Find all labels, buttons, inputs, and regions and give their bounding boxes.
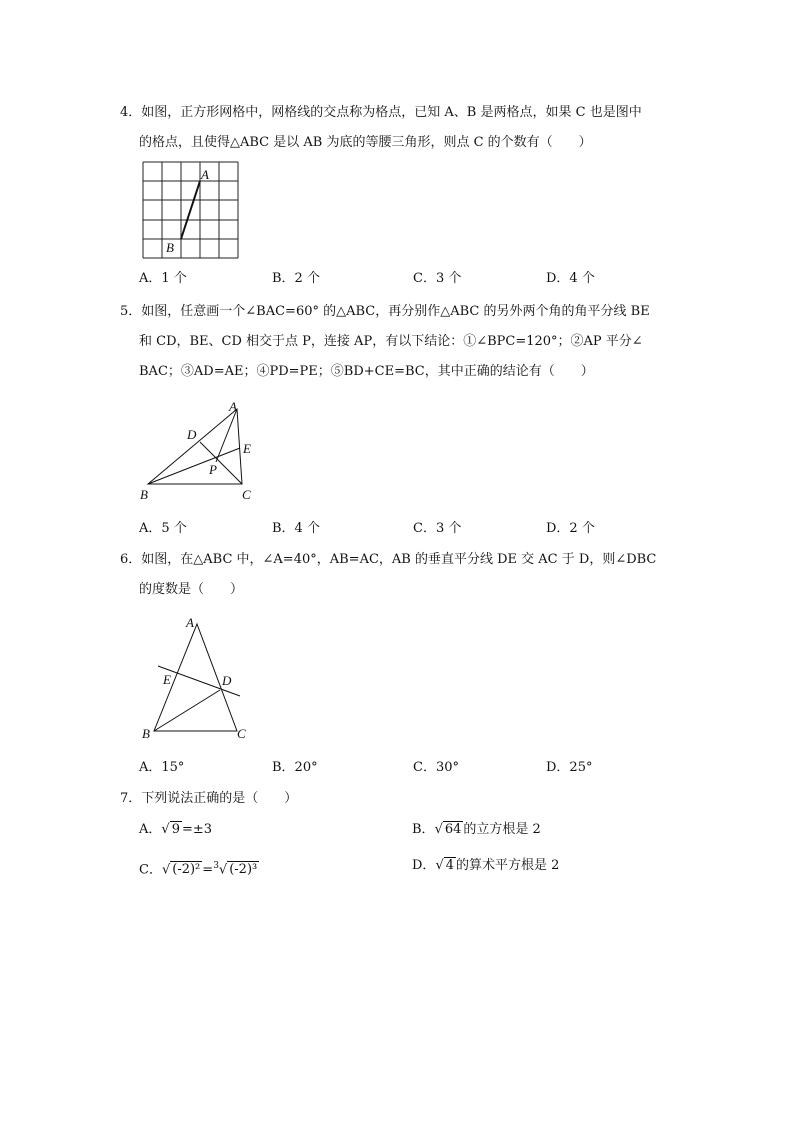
label-c: C [237,726,246,741]
triangle-abc [148,409,242,484]
q5-stem-line3: BAC；③AD=AE；④PD=PE；⑤BD+CE=BC，其中正确的结论有（ ） [139,364,594,379]
q4-grid-figure [140,160,242,266]
q7-stem: 7．下列说法正确的是（ ） [120,791,298,806]
label-a: A [201,167,209,182]
q7-option-b[interactable] [412,821,541,839]
label-b: B [142,726,150,741]
q6-option-d[interactable]: D．25° [546,760,593,775]
option-prefix: D． [412,858,436,873]
q7-option-c[interactable] [139,857,259,879]
segment-bd [154,690,220,731]
radicand: (-2)³ [229,862,258,878]
label-b: B [140,487,148,502]
q4-option-d[interactable]: D．4 个 [546,271,595,286]
label-p: P [209,462,217,477]
radicand: 9 [171,822,180,837]
label-e: E [243,441,251,456]
q6-option-c[interactable]: C．30° [413,760,459,775]
segment-ab [181,181,200,239]
q5-option-b[interactable]: B．4 个 [272,521,320,536]
option-prefix: B． [412,822,435,837]
label-d: D [187,427,197,442]
q6-triangle-figure [136,610,256,749]
cube-root-sign-icon: √ [218,862,228,878]
label-a: A [229,399,237,414]
q5-stem-line1: 5．如图，任意画一个∠BAC=60° 的△ABC，再分别作△ABC 的另外两个角的角平分线 BE [120,304,650,319]
radical-sign-icon: √ [161,862,171,878]
q4-stem-line2: 的格点，且使得△ABC 是以 AB 为底的等腰三角形，则点 C 的个数有（ ） [139,135,592,150]
q5-option-d[interactable]: D．2 个 [546,521,595,536]
q7-option-d[interactable] [412,857,559,875]
q6-option-b[interactable]: B．20° [272,760,318,775]
q5-stem-line2: 和 CD，BE、CD 相交于点 P，连接 AP，有以下结论：①∠BPC=120°；②AP 平分∠ [139,334,643,349]
label-c: C [242,487,251,502]
label-b: B [166,240,174,255]
q6-option-a[interactable]: A．15° [139,760,185,775]
q5-option-c[interactable]: C．3 个 [413,521,462,536]
equals-sign: = [202,862,214,878]
radicand: (-2)² [172,862,201,878]
q6-stem-line1: 6．如图，在△ABC 中，∠A=40°，AB=AC，AB 的垂直平分线 DE 交 AC 于 D，则∠DBC [120,552,657,567]
label-e: E [163,672,171,687]
label-d: D [222,673,232,688]
radical-sign-icon: √ [434,822,443,837]
q4-option-b[interactable]: B．2 个 [272,271,320,286]
radical-sign-icon: √ [161,822,170,837]
radical-sign-icon: √ [435,858,444,873]
q4-option-a[interactable]: A．1 个 [139,271,187,286]
option-text: 的算术平方根是 2 [456,858,560,873]
option-text: 的立方根是 2 [463,822,541,837]
option-prefix: C． [139,862,162,878]
radicand: 4 [445,858,455,873]
radicand: 64 [444,822,462,837]
root-index: 3 [213,861,219,871]
option-prefix: A． [139,822,162,837]
q4-stem-line1: 4．如图，正方形网格中，网格线的交点称为格点，已知 A、B 是两格点，如果 C 也是图中 [120,105,642,120]
q5-triangle-figure [136,396,266,510]
q5-option-a[interactable]: A．5 个 [139,521,187,536]
segment-ap [216,409,237,462]
label-a: A [186,615,194,630]
q7-option-a[interactable] [139,821,212,839]
q6-stem-line2: 的度数是（ ） [139,582,244,597]
segment-be [148,448,240,484]
option-text: =±3 [181,822,213,837]
q4-option-c[interactable]: C．3 个 [413,271,462,286]
